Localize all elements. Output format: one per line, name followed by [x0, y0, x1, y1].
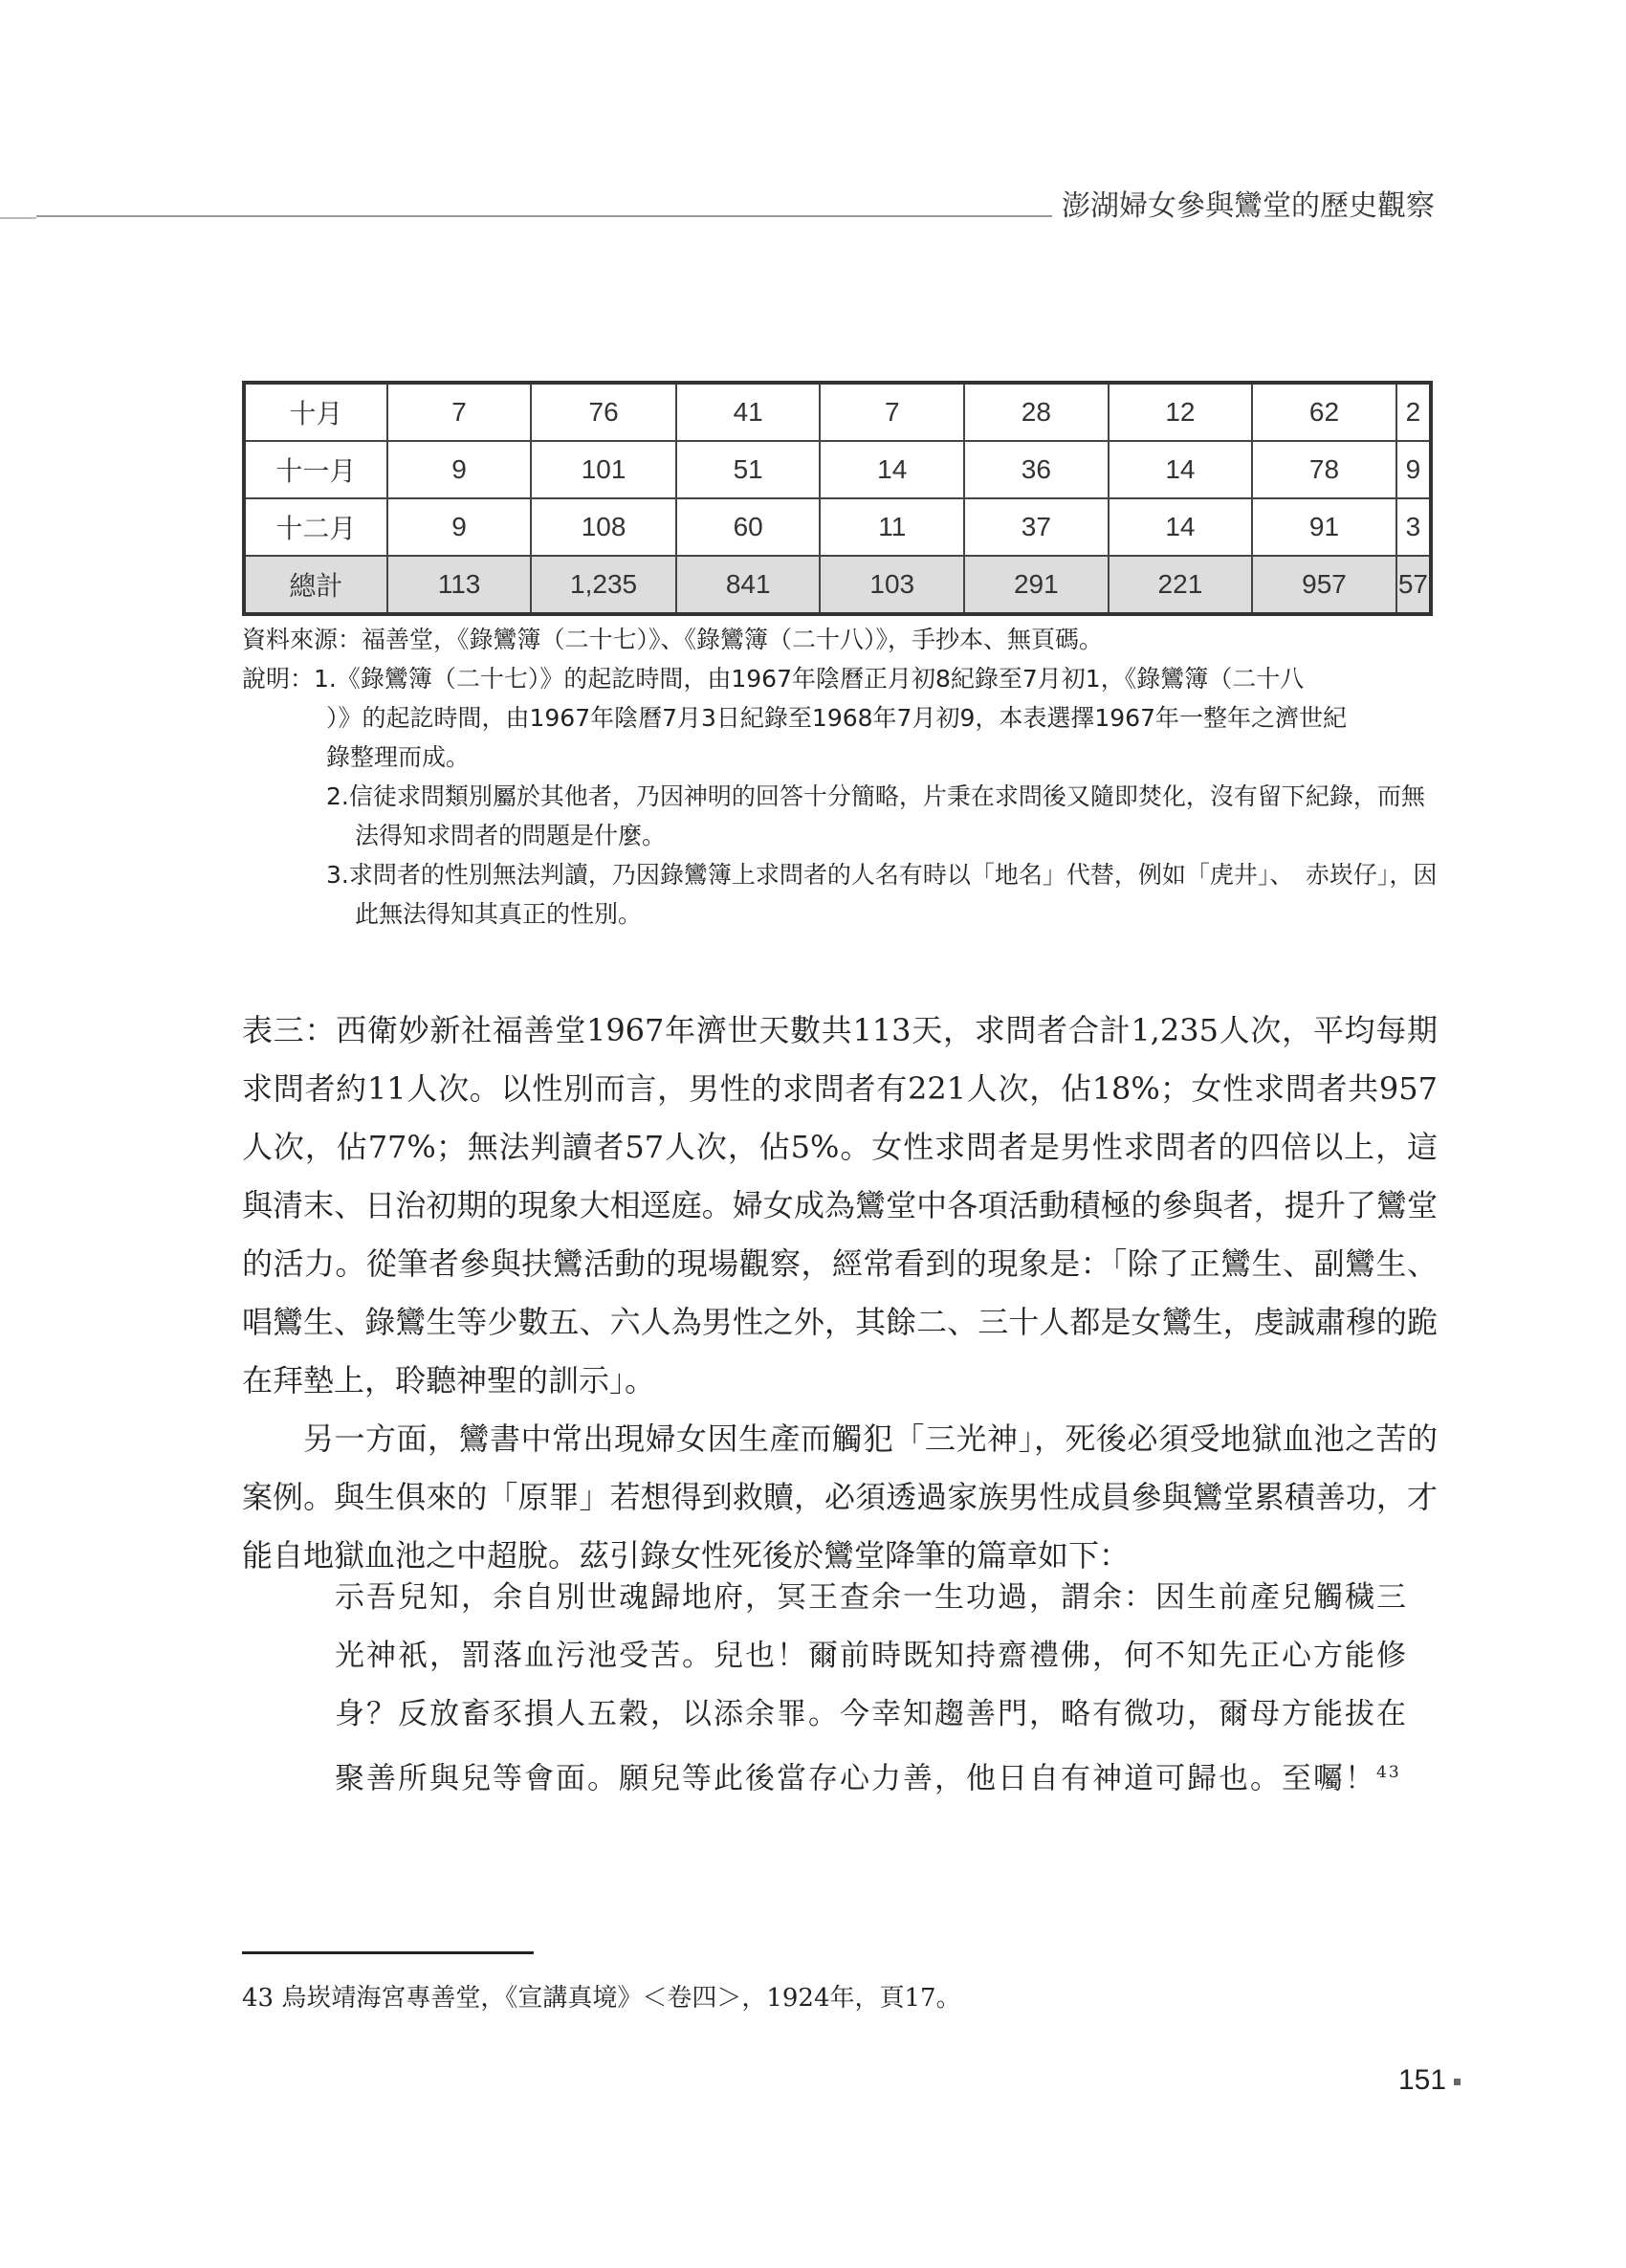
block-quote: [335, 1569, 1435, 1808]
body-text: [242, 1002, 1438, 1585]
note-2: 2.信徒求問類別屬於其他者，乃因神明的回答十分簡略，片秉在求問後又隨即焚化，沒有留下紀錄，而無法得知求問者的問題是什麼。: [326, 782, 1425, 849]
statistics-table: [242, 381, 1433, 616]
table-notes: [242, 620, 1438, 934]
note-3: 3.求問者的性別無法判讀，乃因錄鸞簿上求問者的人名有時以「地名」代替，例如「虎井」、 赤崁仔」，因此無法得知其真正的性別。: [326, 861, 1438, 928]
header-rule-left: [0, 217, 36, 219]
table-row: [244, 383, 1431, 441]
table-cell: 41: [676, 383, 821, 441]
table-row: [244, 441, 1431, 498]
note-1a: 說明：1.《錄鸞簿（二十七）》的起訖時間，由1967年陰曆正月初8紀錄至7月初1，《錄鸞簿（二十八: [242, 665, 1305, 693]
table-cell: 9: [1396, 441, 1431, 498]
table-cell: 十月: [244, 383, 387, 441]
table-cell: 37: [964, 498, 1109, 556]
page-number: [1398, 2064, 1461, 2097]
source-note: 資料來源：福善堂，《錄鸞簿（二十七）》、《錄鸞簿（二十八）》，手抄本、無頁碼。: [242, 626, 1104, 653]
table-cell: 76: [531, 383, 676, 441]
table-cell: 91: [1252, 498, 1396, 556]
table-cell: 14: [1109, 441, 1253, 498]
table-cell: 78: [1252, 441, 1396, 498]
table-cell: 60: [676, 498, 821, 556]
table-cell: 11: [820, 498, 964, 556]
header-rule: [36, 215, 1052, 217]
table-cell: 221: [1109, 556, 1253, 614]
table-cell: 113: [387, 556, 531, 614]
table-cell: 2: [1396, 383, 1431, 441]
quote-text: 示吾兒知，余自別世魂歸地府，冥王查余一生功過，謂余：因生前產兒觸穢三光神祇，罰落血污池受苦。兒也！爾前時既知持齋禮佛，何不知先正心方能修身？反放畜豕損人五穀，以添余罪。今幸知趨善門，略有微功，爾母方能拔在聚善所與兒等會面。願兒等此後當存心力善，他日自有神道可歸也。至囑！: [335, 1580, 1408, 1796]
table-cell: 9: [387, 441, 531, 498]
table-cell: 1,235: [531, 556, 676, 614]
table-cell: 十一月: [244, 441, 387, 498]
table-cell: 957: [1252, 556, 1396, 614]
table-cell: 14: [1109, 498, 1253, 556]
table-cell: 57: [1396, 556, 1431, 614]
table-cell: 3: [1396, 498, 1431, 556]
table-cell: 101: [531, 441, 676, 498]
footnote-rule: [242, 1951, 534, 1954]
table-cell: 9: [387, 498, 531, 556]
footnote-ref: 43: [1376, 1763, 1401, 1782]
table-row: [244, 498, 1431, 556]
table-cell: 36: [964, 441, 1109, 498]
table-cell: 7: [820, 383, 964, 441]
total-row: [244, 556, 1431, 614]
table-cell: 28: [964, 383, 1109, 441]
table-cell: 14: [820, 441, 964, 498]
table-cell: 51: [676, 441, 821, 498]
table-cell: 291: [964, 556, 1109, 614]
table-cell: 十二月: [244, 498, 387, 556]
running-header: 澎湖婦女參與鸞堂的歷史觀察: [1062, 189, 1435, 223]
table-cell: 總計: [244, 556, 387, 614]
note-1b: ）》的起訖時間，由1967年陰曆7月3日紀錄至1968年7月初9，本表選擇1967年一整年之濟世紀: [326, 704, 1347, 732]
page-marker: [1454, 2079, 1461, 2085]
page-number-text: 151: [1398, 2064, 1447, 2096]
table-cell: 841: [676, 556, 821, 614]
table-cell: 103: [820, 556, 964, 614]
paragraph-1: 表三：西衛妙新社福善堂1967年濟世天數共113天，求問者合計1,235人次，平均每期求問者約11人次。以性別而言，男性的求問者有221人次，佔18%；女性求問者共957人次，佔77%；無法判讀者57人次，佔5%。女性求問者是男性求問者的四倍以上，這與清末、日治初期的現象大相逕庭。婦女成為鸞堂中各項活動積極的參與者，提升了鸞堂的活力。從筆者參與扶鸞活動的現場觀察，經常看到的現象是：「除了正鸞生、副鸞生、唱鸞生、錄鸞生等少數五、六人為男性之外，其餘二、三十人都是女鸞生，虔誠肅穆的跪在拜墊上，聆聽神聖的訓示」。: [242, 1012, 1438, 1398]
note-1c: 錄整理而成。: [326, 743, 471, 771]
table-cell: 62: [1252, 383, 1396, 441]
paragraph-2: 另一方面，鸞書中常出現婦女因生產而觸犯「三光神」，死後必須受地獄血池之苦的案例。與生俱來的「原罪」若想得到救贖，必須透過家族男性成員參與鸞堂累積善功，才能自地獄血池之中超脫。茲引錄女性死後於鸞堂降筆的篇章如下：: [242, 1420, 1438, 1574]
table-cell: 108: [531, 498, 676, 556]
table-cell: 7: [387, 383, 531, 441]
footnote: 43 烏崁靖海宮專善堂，《宣講真境》＜卷四＞，1924年，頁17。: [242, 1984, 961, 2013]
table-cell: 12: [1109, 383, 1253, 441]
